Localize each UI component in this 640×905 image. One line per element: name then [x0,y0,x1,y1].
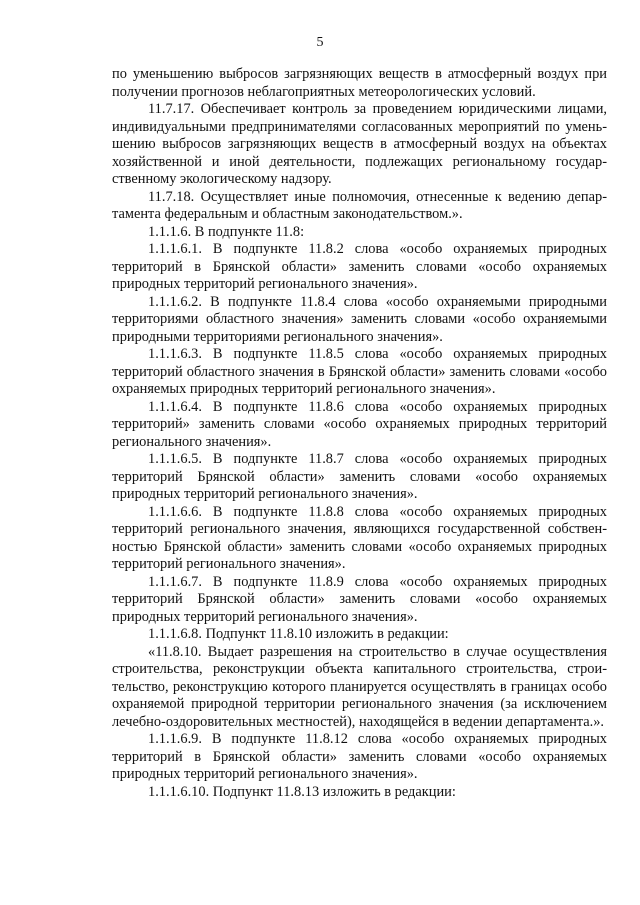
paragraph: по уменьшению выбросов загрязняющих веществ в атмосферный воздух при получении прогнозов неблагоприятных метеорологических условий. [112,66,607,100]
document-body [112,66,607,801]
paragraph: 1.1.1.6.2. В подпункте 11.8.4 слова «особо охраняемыми природными территориями областного значения» заменить словами «особо охраняемыми природными территориями регионального значения». [112,293,607,345]
paragraph: 1.1.1.6.7. В подпункте 11.8.9 слова «особо охраняемых природных территорий Брянской области» заменить словами «особо охраняемых природных территорий регионального значения». [112,573,607,625]
paragraph: 1.1.1.6.3. В подпункте 11.8.5 слова «особо охраняемых природных территорий областного значения в Брянской области» заменить словами «особо охраняемых природных территорий регионального значения». [112,346,607,397]
paragraph: 1.1.1.6.9. В подпункте 11.8.12 слова «особо охраняемых природных территорий в Брянской области» заменить словами «особо охраняемых природных территорий регионального значения». [112,731,607,782]
paragraph: 1.1.1.6.8. Подпункт 11.8.10 изложить в редакции: [148,626,449,642]
paragraph: 11.7.18. Осуществляет иные полномочия, отнесенные к ведению департамента федеральным и областным законодательством.». [112,188,607,222]
paragraph: 1.1.1.6. В подпункте 11.8: [148,223,305,240]
paragraph: «11.8.10. Выдает разрешения на строительство в случае осуществления строительства, реконструкции объекта капитального строительства, строительство, реконструкцию которого планируется осуществлять в границах особо охраняемой природной территории регионального значения (за исключением лечебно-оздоровительных местностей), находящейся в ведении департамента.». [112,643,607,730]
paragraph: 1.1.1.6.5. В подпункте 11.8.7 слова «особо охраняемых природных территорий Брянской области» заменить словами «особо охраняемых природных территорий регионального значения». [112,451,607,502]
page-number: 5 [316,35,324,50]
paragraph: 1.1.1.6.10. Подпункт 11.8.13 изложить в редакции: [148,783,456,800]
paragraph: 1.1.1.6.4. В подпункте 11.8.6 слова «особо охраняемых природных территорий» заменить словами «особо охраняемых природных территорий регионального значения». [112,398,607,450]
paragraph: 11.7.17. Обеспечивает контроль за проведением юридическими лицами, индивидуальными предпринимателями согласованных мероприятий по уменьшению выбросов загрязняющих веществ в атмосферный воздух на объектах хозяйственной и иной деятельности, подлежащих региональному государственному экологическому надзору. [112,101,607,187]
paragraph: 1.1.1.6.1. В подпункте 11.8.2 слова «особо охраняемых природных территорий в Брянской области» заменить словами «особо охраняемых природных территорий регионального значения». [112,241,607,292]
paragraph: 1.1.1.6.6. В подпункте 11.8.8 слова «особо охраняемых природных территорий регионального значения, являющихся государственной собственностью Брянской области» заменить словами «особо охраняемых природных территорий регионального значения». [112,503,607,572]
